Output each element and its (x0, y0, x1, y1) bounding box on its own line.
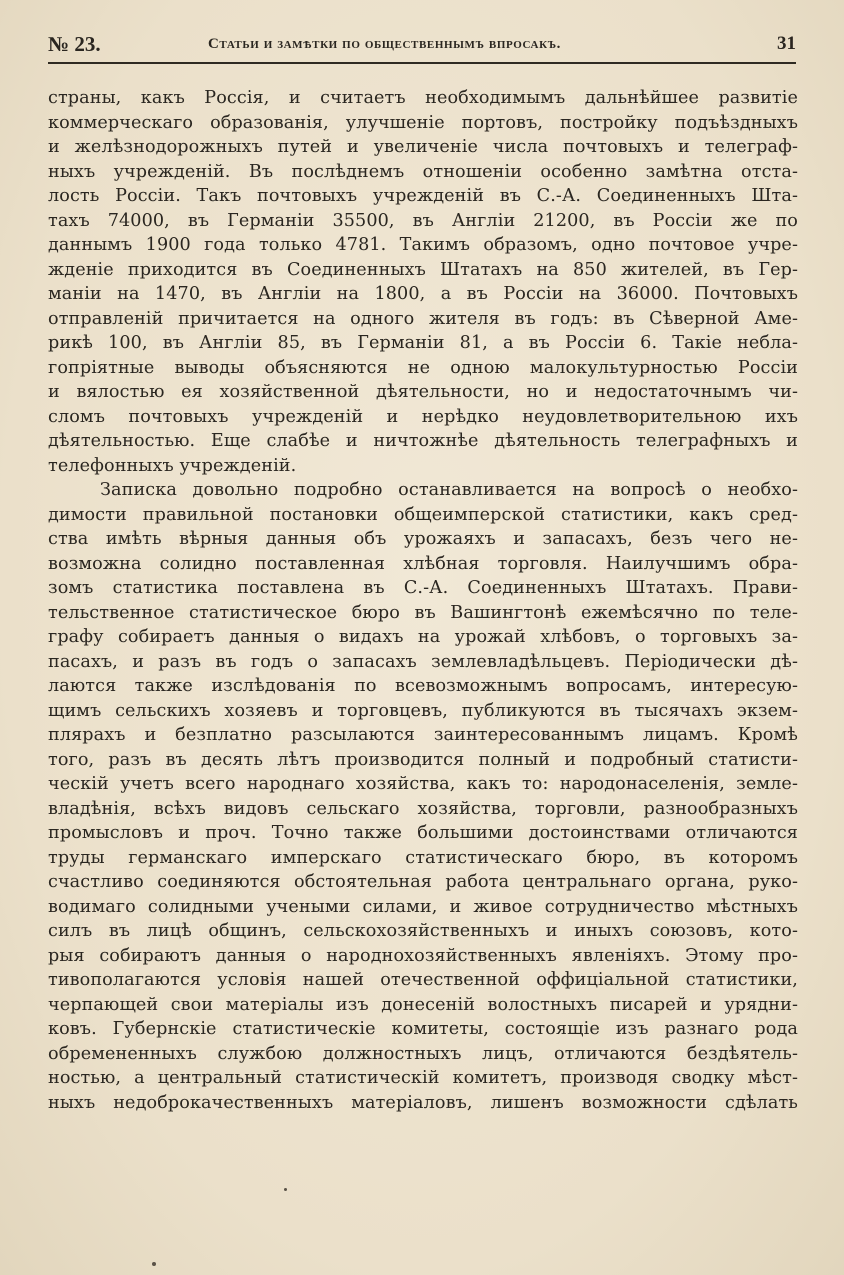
page-number: 31 (777, 33, 796, 54)
text-line: ческій учетъ всего народнаго хозяйства, какъ то: народонаселенія, земле- (48, 774, 798, 794)
text-line: счастливо соединяются обстоятельная работа центральнаго органа, руко- (48, 872, 798, 892)
paper-speck (284, 1188, 287, 1191)
text-line: силъ въ лицѣ общинъ, сельскохозяйственныхъ и иныхъ союзовъ, кото- (48, 921, 798, 941)
text-line: рикѣ 100, въ Англіи 85, въ Германіи 81, а въ Россіи 6. Такіе небла- (48, 333, 798, 353)
issue-number: № 23. (48, 32, 101, 56)
text-line: ныхъ недоброкачественныхъ матеріаловъ, лишенъ возможности сдѣлать (48, 1092, 798, 1113)
text-line: гопріятные выводы объясняются не одною малокультурностью Россіи (48, 357, 798, 378)
text-line: плярахъ и безплатно разсылаются заинтересованнымъ лицамъ. Кромѣ (48, 725, 798, 745)
paragraph-end-line: телефонныхъ учрежденій. (48, 455, 297, 476)
text-line: водимаго солидными учеными силами, и живое сотрудничество мѣстныхъ (48, 896, 798, 917)
text-line: дѣятельностью. Еще слабѣе и ничтожнѣе дѣятельность телеграфныхъ и (48, 431, 798, 451)
text-line: тахъ 74000, въ Германіи 35500, въ Англіи 21200, въ Россіи же по (48, 210, 798, 231)
text-line: коммерческаго образованія, улучшеніе портовъ, постройку подъѣздныхъ (48, 112, 798, 133)
text-line: жденіе приходится въ Соединенныхъ Штатахъ на 850 жителей, въ Гер- (48, 259, 798, 280)
text-line: ностью, а центральный статистическій комитетъ, производя сводку мѣст- (48, 1068, 798, 1088)
text-line: обремененныхъ службою должностныхъ лицъ, отличаются бездѣятель- (48, 1043, 798, 1064)
article-body (48, 86, 798, 1115)
text-line: маніи на 1470, въ Англіи на 1800, а въ Россіи на 36000. Почтовыхъ (48, 284, 798, 304)
text-line: черпающей свои матеріалы изъ донесеній волостныхъ писарей и урядни- (48, 994, 798, 1015)
header-rule (48, 62, 796, 64)
paragraph-start-line: Записка довольно подробно останавливается на вопросѣ о необхо- (100, 480, 798, 500)
text-line: щимъ сельскихъ хозяевъ и торговцевъ, публикуются въ тысячахъ экзем- (48, 700, 798, 721)
text-line: димости правильной постановки общеимперской статистики, какъ сред- (48, 504, 798, 525)
text-line: владѣнія, всѣхъ видовъ сельскаго хозяйства, торговли, разнообразныхъ (48, 798, 798, 819)
text-line: ныхъ учрежденій. Въ послѣднемъ отношеніи особенно замѣтна отста- (48, 161, 798, 182)
text-line: графу собираетъ данныя о видахъ на урожай хлѣбовъ, о торговыхъ за- (48, 627, 798, 647)
text-line: и желѣзнодорожныхъ путей и увеличеніе числа почтовыхъ и телеграф- (48, 137, 798, 157)
text-line: ковъ. Губернскіе статистическіе комитеты, состоящіе изъ разнаго рода (48, 1019, 798, 1039)
text-line: лость Россіи. Такъ почтовыхъ учрежденій въ С.-А. Соединенныхъ Шта- (48, 186, 798, 206)
text-line: пасахъ, и разъ въ годъ о запасахъ землевладѣльцевъ. Періодически дѣ- (48, 651, 798, 672)
text-line: зомъ статистика поставлена въ С.-А. Соединенныхъ Штатахъ. Прави- (48, 578, 798, 598)
text-line: даннымъ 1900 года только 4781. Такимъ образомъ, одно почтовое учре- (48, 235, 798, 255)
text-line: и вялостью ея хозяйственной дѣятельности, но и недостаточнымъ чи- (48, 382, 798, 402)
text-line: тивополагаются условія нашей отечественной оффиціальной статистики, (48, 970, 798, 990)
text-line: тельственное статистическое бюро въ Вашингтонѣ ежемѣсячно по теле- (48, 602, 798, 623)
section-title: Статьи и замѣтки по общественнымъ впросакъ. (208, 36, 562, 52)
text-line: страны, какъ Россія, и считаетъ необходимымъ дальнѣйшее развитіе (48, 88, 798, 108)
text-line: отправленій причитается на одного жителя въ годъ: въ Сѣверной Аме- (48, 308, 798, 329)
text-line: возможна солидно поставленная хлѣбная торговля. Наилучшимъ обра- (48, 553, 798, 574)
text-line: лаются также изслѣдованія по всевозможнымъ вопросамъ, интересую- (48, 676, 798, 696)
text-line: труды германскаго имперскаго статистическаго бюро, въ которомъ (48, 847, 798, 868)
text-line: сломъ почтовыхъ учрежденій и нерѣдко неудовлетворительною ихъ (48, 406, 798, 427)
text-line: того, разъ въ десять лѣтъ производится полный и подробный статисти- (48, 749, 798, 770)
text-line: промысловъ и проч. Точно также большими достоинствами отличаются (48, 823, 798, 843)
text-line: рыя собираютъ данныя о народнохозяйственныхъ явленіяхъ. Этому про- (48, 945, 798, 966)
text-line: ства имѣть вѣрныя данныя объ урожаяхъ и запасахъ, безъ чего не- (48, 529, 798, 549)
running-header (48, 30, 796, 62)
paper-speck (152, 1262, 156, 1266)
